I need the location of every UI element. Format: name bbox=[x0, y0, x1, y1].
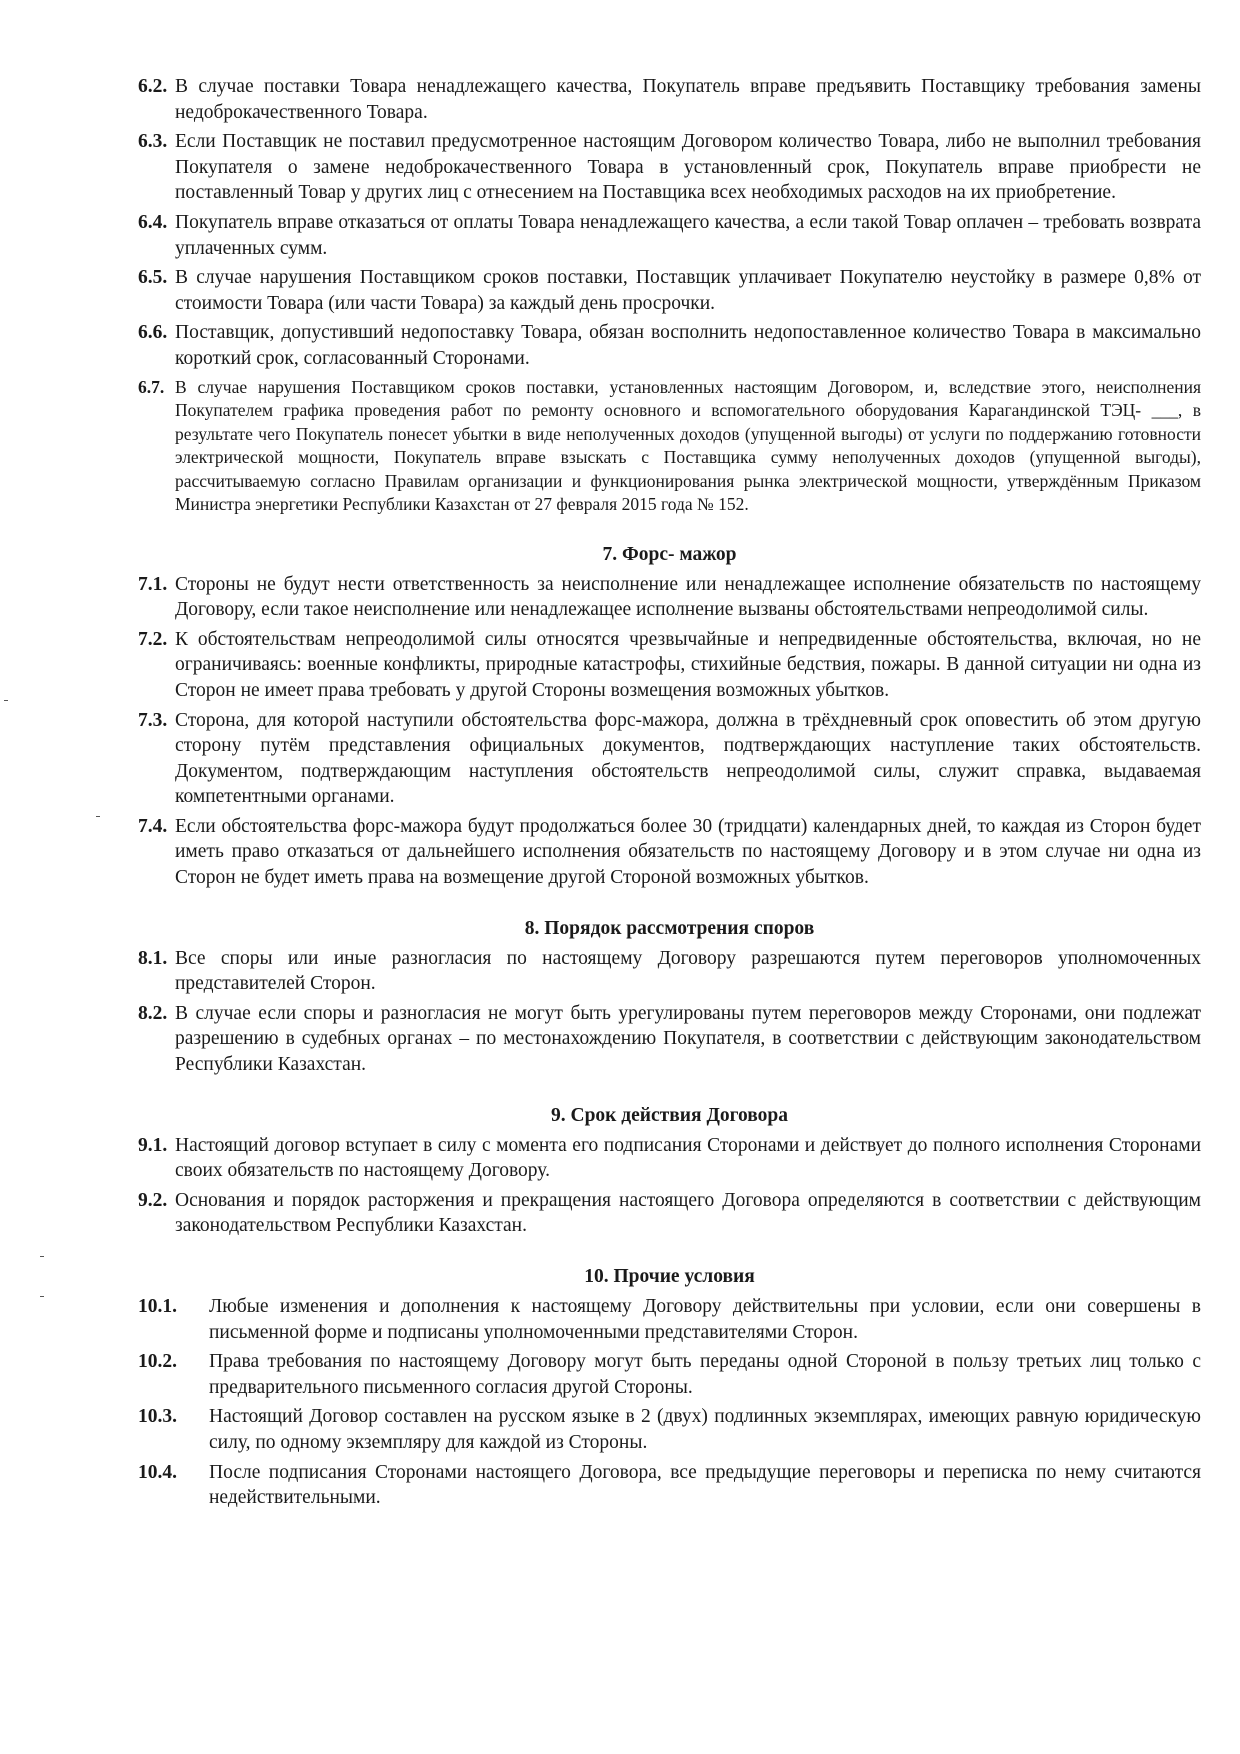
clause-6-5 bbox=[138, 265, 1201, 316]
clause-text: Поставщик, допустивший недопоставку Товара, обязан восполнить недопоставленное количество Товара в максимально короткий срок, согласованный Сторонами. bbox=[175, 322, 1201, 369]
clause-text: Если Поставщик не поставил предусмотренное настоящим Договором количество Товара, либо не выполнил требования Покупателя о замене недоброкачественного Товара в установленный срок, Покупатель вправе приобрести не поставленный Товар у других лиц с отнесением на Поставщика всех необходимых расходов на их приобретение. bbox=[175, 131, 1201, 204]
clause-number: 10.4. bbox=[138, 1461, 177, 1483]
clause-text: В случае нарушения Поставщиком сроков поставки, Поставщик уплачивает Покупателю неустойку в размере 0,8% от стоимости Товара (или части Товара) за каждый день просрочки. bbox=[175, 267, 1201, 314]
clause-text: Все споры или иные разногласия по настоящему Договору разрешаются путем переговоров уполномоченных представителей Сторон. bbox=[175, 947, 1201, 995]
clause-10-4 bbox=[138, 1460, 1201, 1511]
clause-6-2 bbox=[138, 74, 1201, 125]
clause-text: Основания и порядок расторжения и прекращения настоящего Договора определяются в соответствии с действующим законодательством Республики Казахстан. bbox=[175, 1189, 1201, 1237]
clause-6-6 bbox=[138, 320, 1201, 371]
clause-number: 10.1. bbox=[138, 1296, 177, 1317]
section-10 bbox=[138, 1264, 1201, 1511]
clause-number: 9.1. bbox=[138, 1134, 168, 1156]
section-heading: 7. Форс- мажор bbox=[602, 543, 737, 565]
clause-number: 6.3. bbox=[138, 131, 168, 153]
section-heading: 8. Порядок рассмотрения споров bbox=[524, 917, 815, 939]
section-heading: 10. Прочие условия bbox=[584, 1266, 755, 1287]
clause-number: 7.3. bbox=[138, 709, 168, 731]
clause-10-2 bbox=[138, 1349, 1201, 1400]
clause-number: 8.1. bbox=[138, 947, 168, 969]
clause-6-7 bbox=[138, 376, 1201, 517]
clause-number: 6.5. bbox=[138, 267, 168, 289]
clause-number: 9.2. bbox=[138, 1189, 168, 1211]
clause-text: В случае поставки Товара ненадлежащего качества, Покупатель вправе предъявить Поставщику требования замены недоброкачественного Товара. bbox=[175, 76, 1201, 123]
clause-text: После подписания Сторонами настоящего Договора, все предыдущие переговоры и переписка по нему считаются недействительными. bbox=[209, 1461, 1201, 1509]
section-8 bbox=[138, 916, 1201, 1078]
clause-number: 10.3. bbox=[138, 1406, 177, 1428]
clause-6-3 bbox=[138, 129, 1201, 206]
section-6 bbox=[138, 74, 1201, 517]
clause-8-2 bbox=[138, 1001, 1201, 1078]
scan-margin-mark bbox=[4, 700, 8, 701]
clause-10-1 bbox=[138, 1294, 1201, 1345]
clause-7-2 bbox=[138, 627, 1201, 704]
clause-7-3 bbox=[138, 708, 1201, 810]
clause-8-1 bbox=[138, 946, 1201, 997]
clause-6-4 bbox=[138, 210, 1201, 261]
clause-number: 8.2. bbox=[138, 1002, 168, 1024]
clause-text: Сторона, для которой наступили обстоятельства форс-мажора, должна в трёхдневный срок оповестить об этом другую сторону путём представления официальных документов, подтверждающих наступление таких обстоятельств. Документом, подтверждающим наступления обстоятельств непреодолимой силы, служит справка, выдаваемая компетентными органами. bbox=[175, 709, 1201, 808]
clause-7-4 bbox=[138, 814, 1201, 891]
clause-text: Если обстоятельства форс-мажора будут продолжаться более 30 (тридцати) календарных дней, то каждая из Сторон будет иметь право отказаться от дальнейшего исполнения обязательств по настоящему Договору и в этом случае ни одна из Сторон не будет иметь права на возмещение другой Стороной возможных убытков. bbox=[175, 815, 1201, 889]
section-9 bbox=[138, 1103, 1201, 1239]
clause-number: 7.1. bbox=[138, 573, 168, 595]
clause-number: 6.6. bbox=[138, 322, 168, 344]
scan-margin-mark bbox=[96, 816, 100, 817]
scan-margin-mark bbox=[40, 1296, 44, 1297]
clause-text: Покупатель вправе отказаться от оплаты Товара ненадлежащего качества, а если такой Товар оплачен – требовать возврата уплаченных сумм. bbox=[175, 211, 1201, 259]
section-7 bbox=[138, 542, 1201, 891]
clause-number: 6.2. bbox=[138, 76, 168, 97]
clause-text: В случае нарушения Поставщиком сроков поставки, установленных настоящим Договором, и, вследствие этого, неисполнения Покупателем графика проведения работ по ремонту основного и вспомогательного оборудования Карагандинской ТЭЦ- ___, в результате чего Покупатель понесет убытки в виде неполученных доходов (упущенной выгоды) от услуги по поддержанию готовности электрической мощности, Покупатель вправе взыскать с Поставщика сумму неполученных доходов (упущенной выгоды), рассчитываемую согласно Правилам организации и функционирования рынка электрической мощности, утверждённым Приказом Министра энергетики Республики Казахстан от 27 февраля 2015 года № 152. bbox=[175, 376, 1201, 515]
document-body bbox=[138, 74, 1201, 1515]
clause-number: 6.7. bbox=[138, 376, 165, 397]
clause-9-2 bbox=[138, 1188, 1201, 1239]
clause-9-1 bbox=[138, 1133, 1201, 1184]
clause-text: Настоящий договор вступает в силу с момента его подписания Сторонами и действует до полного исполнения Сторонами своих обязательств по настоящему Договору. bbox=[175, 1134, 1201, 1182]
clause-7-1 bbox=[138, 572, 1201, 623]
scan-margin-mark bbox=[40, 1256, 44, 1257]
clause-text: В случае если споры и разногласия не могут быть урегулированы путем переговоров между Сторонами, они подлежат разрешению в судебных органах – по местонахождению Покупателя, в соответствии с действующим законодательством Республики Казахстан. bbox=[175, 1002, 1201, 1076]
clause-number: 7.2. bbox=[138, 628, 168, 650]
clause-text: Права требования по настоящему Договору могут быть переданы одной Стороной в пользу третьих лиц только с предварительного письменного согласия другой Стороны. bbox=[209, 1351, 1201, 1398]
section-heading: 9. Срок действия Договора bbox=[550, 1104, 788, 1126]
clause-text: К обстоятельствам непреодолимой силы относятся чрезвычайные и непредвиденные обстоятельства, включая, но не ограничиваясь: военные конфликты, природные катастрофы, стихийные бедствия, пожары. В данной ситуации ни одна из Сторон не имеет права требовать у другой Стороны возмещения возможных убытков. bbox=[175, 628, 1201, 701]
clause-text: Стороны не будут нести ответственность за неисполнение или ненадлежащее исполнение обязательств по настоящему Договору, если такое неисполнение или ненадлежащее исполнение вызваны обстоятельствами непреодолимой силы. bbox=[175, 573, 1201, 621]
clause-text: Любые изменения и дополнения к настоящему Договору действительны при условии, если они совершены в письменной форме и подписаны уполномоченными представителями Сторон. bbox=[209, 1296, 1201, 1343]
clause-number: 10.2. bbox=[138, 1351, 177, 1373]
clause-text: Настоящий Договор составлен на русском языке в 2 (двух) подлинных экземплярах, имеющих равную юридическую силу, по одному экземпляру для каждой из Стороны. bbox=[209, 1406, 1201, 1453]
clause-number: 6.4. bbox=[138, 211, 168, 233]
clause-10-3 bbox=[138, 1404, 1201, 1455]
clause-number: 7.4. bbox=[138, 815, 168, 837]
